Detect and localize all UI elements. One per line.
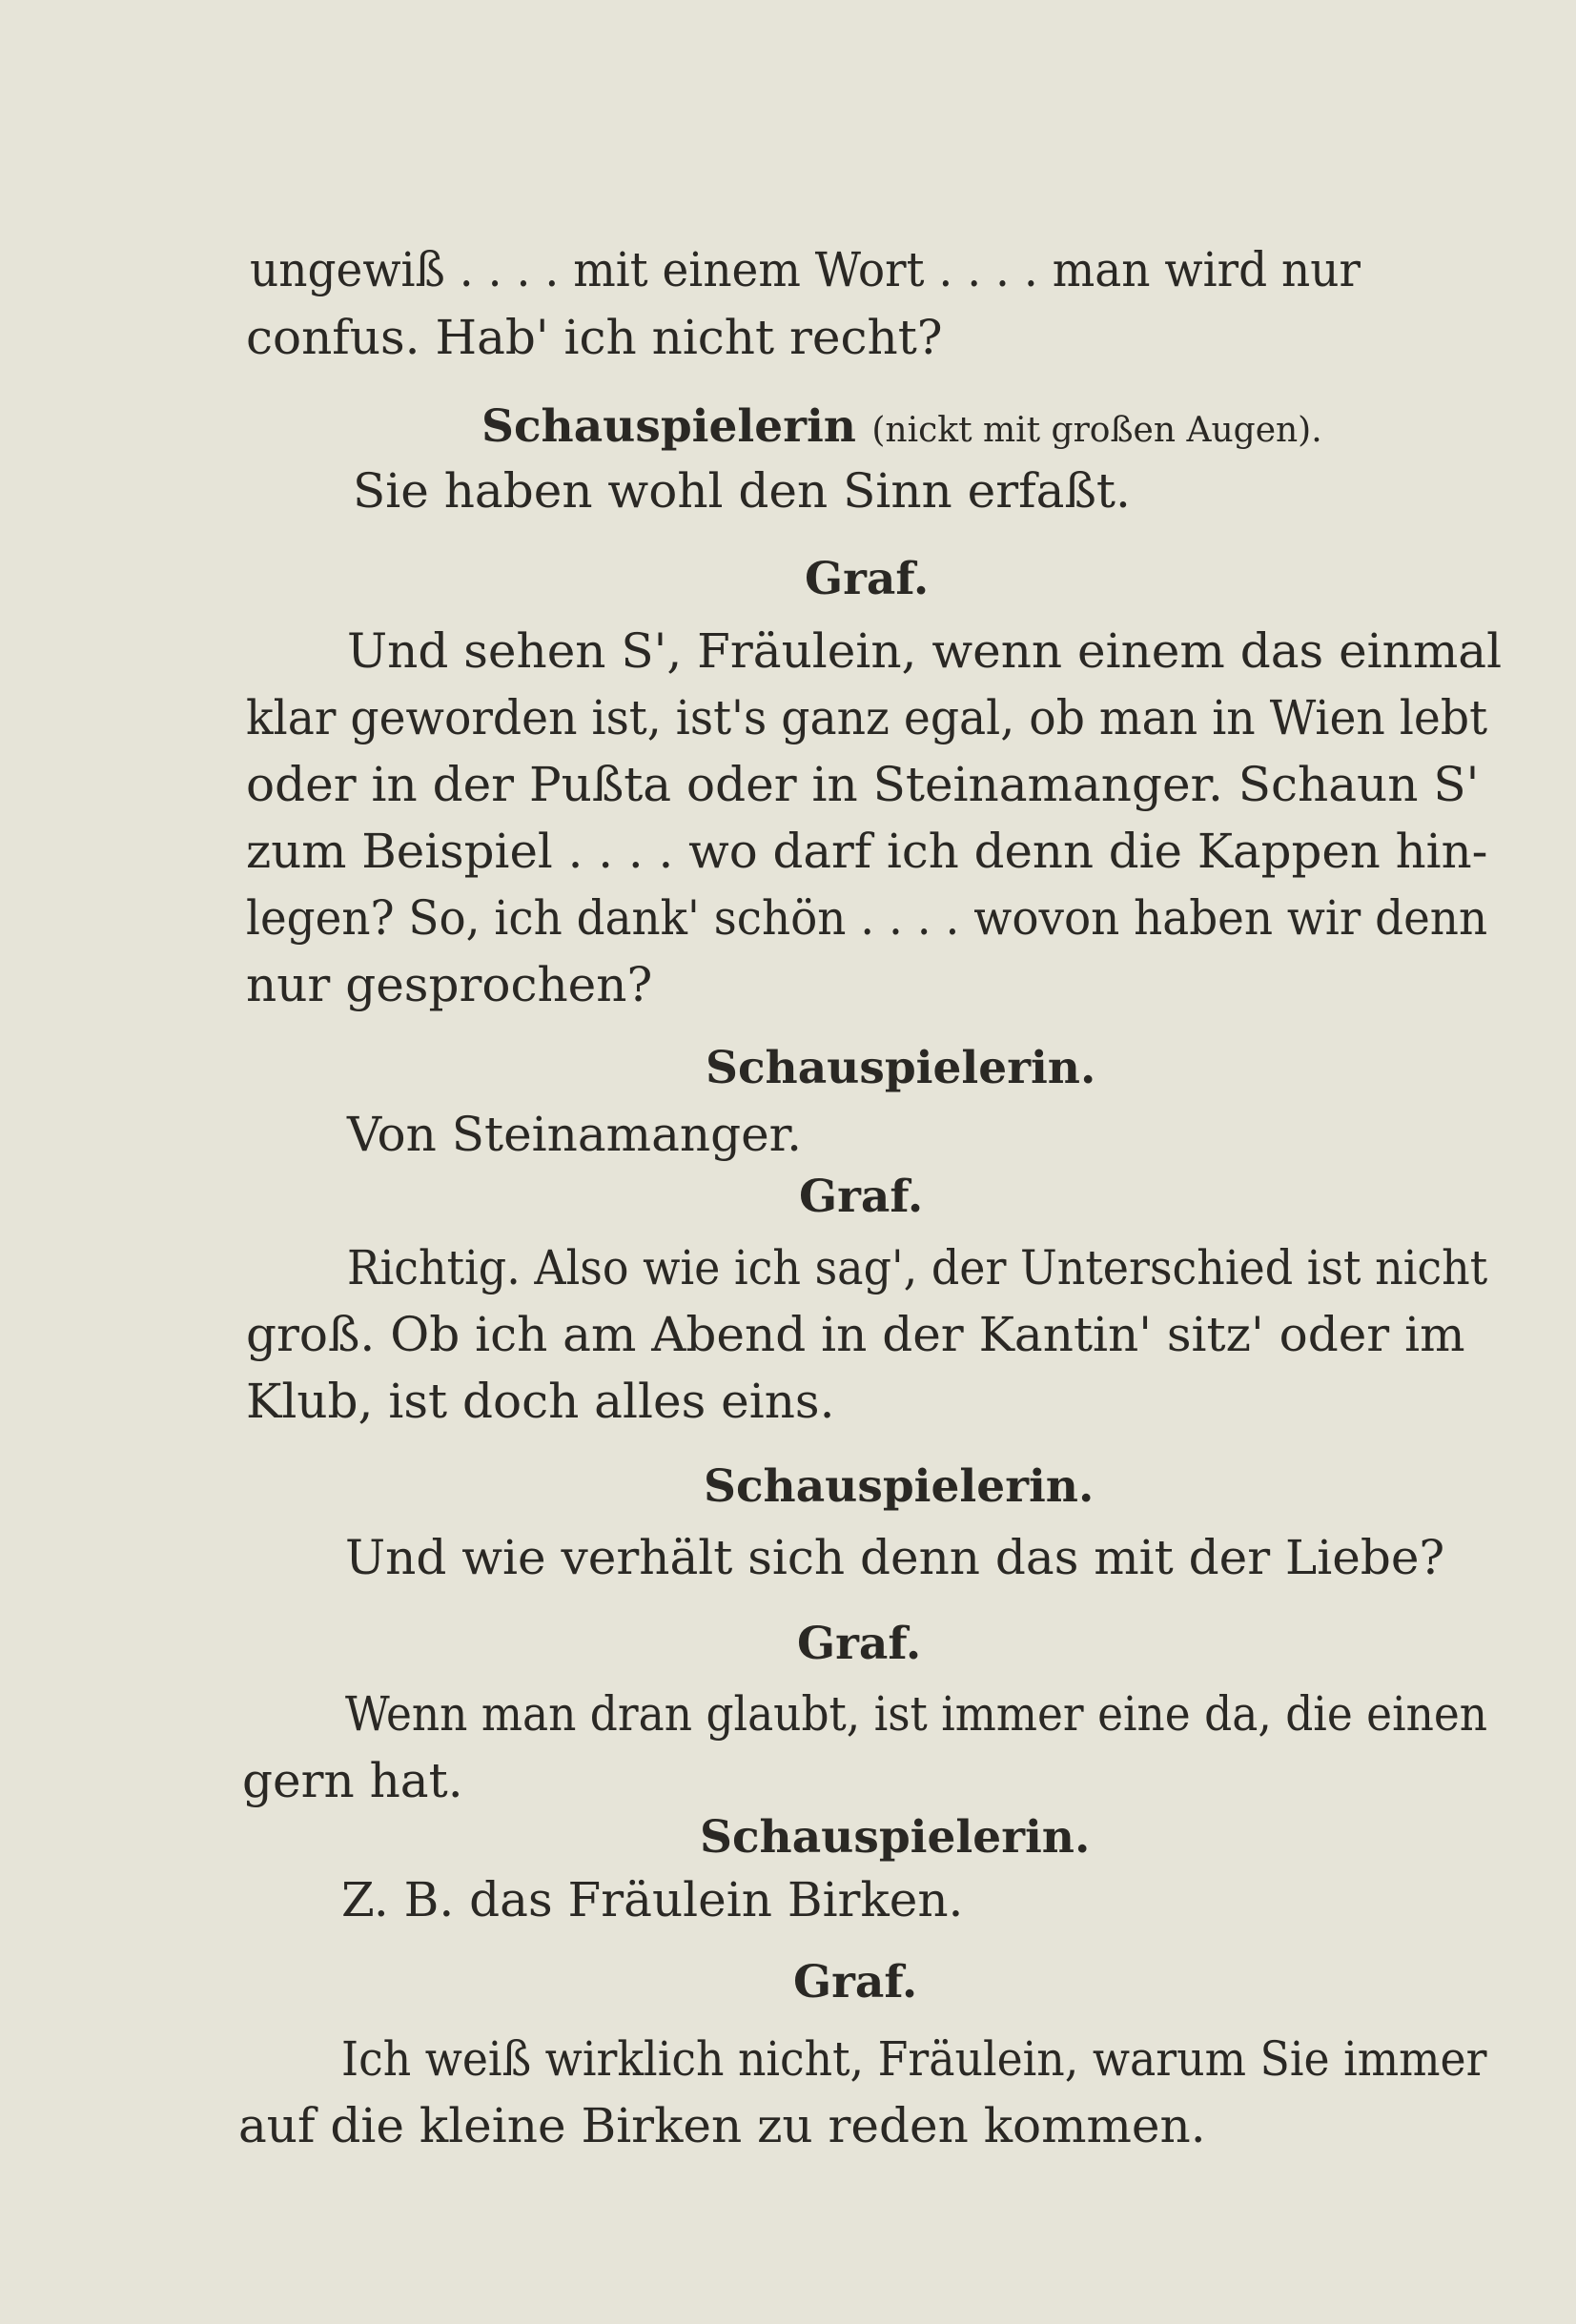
text-line: klar geworden ist, ist's ganz egal, ob man in Wien lebt [246, 690, 1488, 745]
text-line: Sie haben wohl den Sinn erfaßt. [353, 463, 1131, 519]
text-line: Klub, ist doch alles eins. [246, 1374, 835, 1429]
text-line: oder in der Pußta oder in Steinamanger. Schaun S' [246, 757, 1480, 812]
text-line: nur gesprochen? [246, 957, 653, 1012]
text-line: legen? So, ich dank' schön . . . . wovon haben wir denn [246, 890, 1488, 946]
text-line [250, 241, 1487, 298]
speaker-heading: Schauspielerin. [706, 1042, 1096, 1094]
text-line [347, 622, 1503, 680]
speaker-heading [481, 400, 1322, 458]
line-content: Und sehen S', Fräulein, wenn einem das einmal [347, 623, 1503, 679]
speaker-heading: Schauspielerin. [704, 1460, 1095, 1513]
speaker-heading: Schauspielerin. [700, 1811, 1091, 1864]
text-line: groß. Ob ich am Abend in der Kantin' sitz' oder im [246, 1307, 1465, 1362]
speaker-heading: Graf. [805, 553, 930, 605]
text-line: auf die kleine Birken zu reden kommen. [238, 2098, 1206, 2153]
text-line: Wenn man dran glaubt, ist immer eine da, die einen [345, 1686, 1488, 1742]
speaker-heading: Graf. [793, 1956, 918, 2008]
speaker-heading: Graf. [797, 1618, 922, 1670]
text-line: Und wie verhält sich denn das mit der Liebe? [345, 1530, 1445, 1585]
line-content: ungewiß . . . . mit einem Wort . . . . man wird nur [250, 242, 1361, 297]
text-line: Ich weiß wirklich nicht, Fräulein, warum Sie immer [341, 2031, 1487, 2087]
speaker-heading: Graf. [799, 1171, 924, 1223]
text-line: gern hat. [242, 1753, 463, 1808]
text-line: zum Beispiel . . . . wo darf ich denn die Kappen hin- [246, 824, 1488, 879]
text-line: confus. Hab' ich nicht recht? [246, 310, 943, 365]
speaker-name: Schauspielerin [481, 400, 856, 453]
text-line: Z. B. das Fräulein Birken. [341, 1872, 964, 1927]
text-line: Richtig. Also wie ich sag', der Unterschied ist nicht [347, 1240, 1488, 1295]
stage-direction: (nickt mit großen Augen). [871, 411, 1322, 450]
text-line: Von Steinamanger. [347, 1107, 802, 1162]
